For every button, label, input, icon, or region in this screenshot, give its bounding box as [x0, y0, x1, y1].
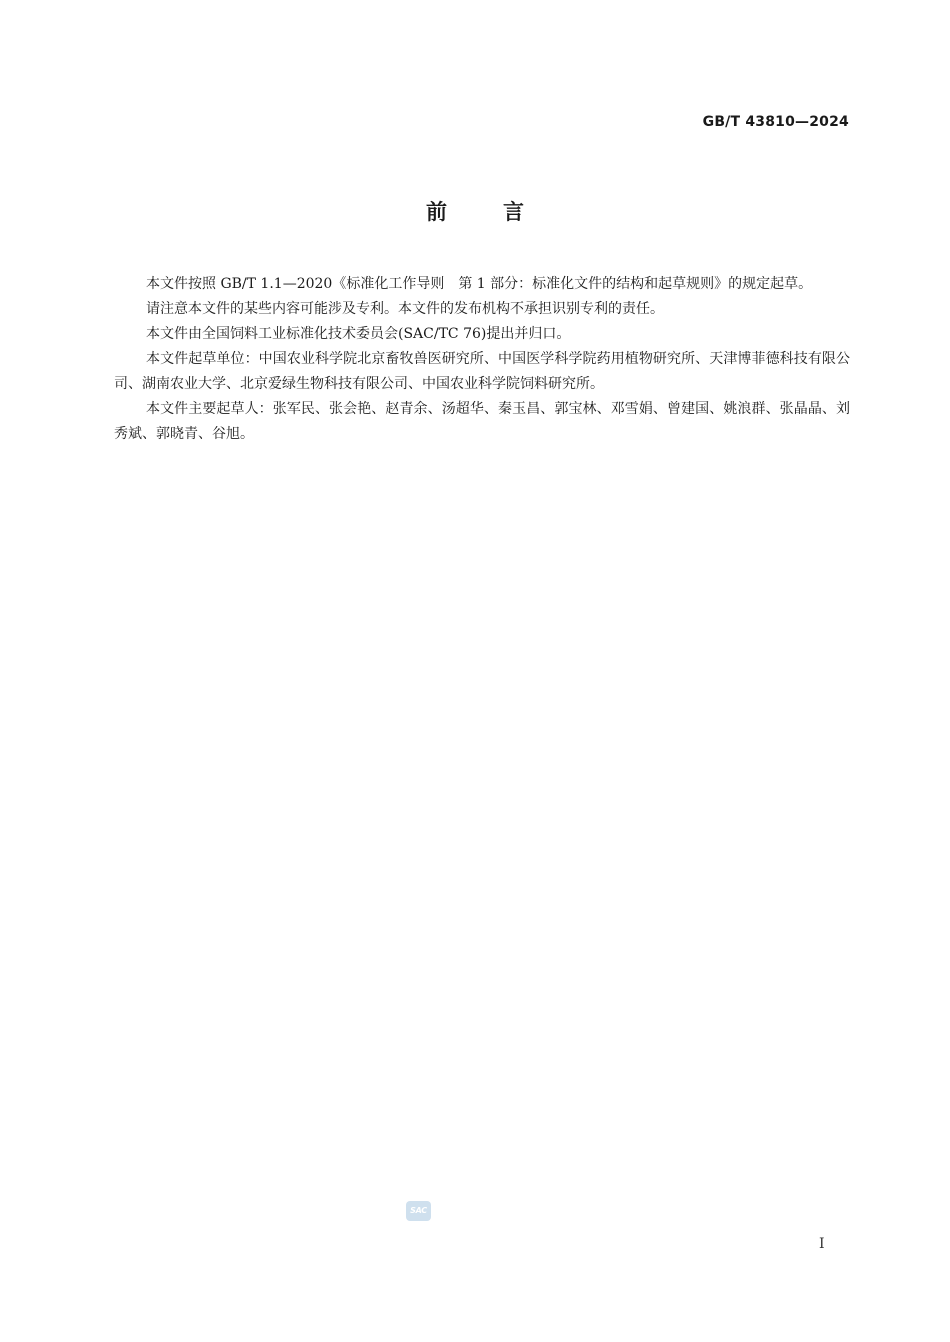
sac-logo-watermark: SAC	[406, 1201, 431, 1221]
page-number: I	[819, 1236, 825, 1252]
paragraph-patent-notice: 请注意本文件的某些内容可能涉及专利。本文件的发布机构不承担识别专利的责任。	[146, 301, 664, 317]
page-title: 前言	[426, 200, 580, 224]
standard-code: GB/T 43810—2024	[702, 114, 849, 130]
paragraph-proposer: 本文件由全国饲料工业标准化技术委员会(SAC/TC 76)提出并归口。	[146, 326, 571, 342]
foreword-body	[114, 272, 850, 447]
paragraph-drafting-units: 本文件起草单位：中国农业科学院北京畜牧兽医研究所、中国医学科学院药用植物研究所、天津博菲德科技有限公司、湖南农业大学、北京爱绿生物科技有限公司、中国农业科学院饲料研究所。	[114, 351, 850, 392]
paragraph-drafting-rules: 本文件按照 GB/T 1.1—2020《标准化工作导则 第 1 部分：标准化文件的结构和起草规则》的规定起草。	[146, 276, 813, 292]
paragraph-drafters: 本文件主要起草人：张军民、张会艳、赵青余、汤超华、秦玉昌、郭宝林、邓雪娟、曾建国、姚浪群、张晶晶、刘秀斌、郭晓青、谷旭。	[114, 401, 850, 442]
